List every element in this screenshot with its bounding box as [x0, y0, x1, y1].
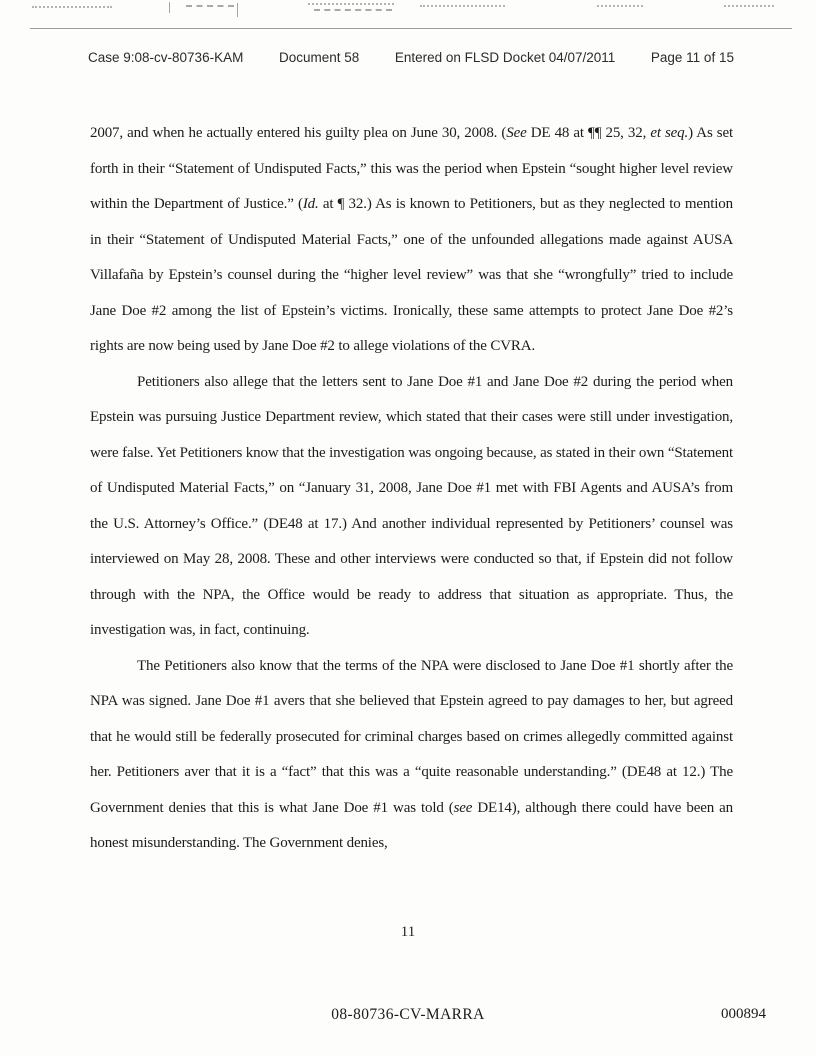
italic-text-run: Id. — [302, 196, 319, 212]
text-run: at ¶ 32.) As is known to Petitioners, but as they neglected to mention in their “Statement of Undisputed Material Facts,” one of the unfounded allegations made against AUSA Villafaña by Epstein’s counsel during the “higher level review” was that she “wrongfully” tried to include Jane Doe #2 among the list of Epstein’s victims. Ironically, these same attempts to protect Jane Doe #2’s rights are now being used by Jane Doe #2 to allege violations of the CVRA. — [90, 196, 733, 354]
italic-text-run: et seq. — [650, 125, 689, 141]
scan-artifact — [420, 5, 505, 7]
scan-edge-line — [30, 28, 792, 29]
text-run: 2007, and when he actually entered his guilty plea on June 30, 2008. ( — [90, 125, 507, 141]
paragraph — [90, 649, 733, 862]
scan-artifact — [237, 3, 238, 17]
text-run: DE14), although there could have been an honest misunderstanding. The Government denies, — [90, 799, 733, 851]
docket-entry-text: Entered on FLSD Docket 04/07/2011 — [394, 50, 616, 65]
case-number: Case 9:08-cv-80736-KAM — [88, 50, 244, 65]
scan-artifact — [32, 6, 112, 8]
page-indicator: Page 11 of 15 — [650, 50, 734, 65]
page-number: 11 — [400, 924, 416, 940]
document-body — [90, 116, 733, 862]
scan-artifact — [169, 2, 170, 13]
scan-artifact — [597, 5, 643, 7]
paragraph — [90, 116, 733, 365]
case-header — [88, 50, 734, 65]
paragraph — [90, 365, 733, 649]
bates-number: 000894 — [721, 1006, 766, 1022]
scan-artifact — [724, 5, 774, 7]
document-number: Document 58 — [278, 50, 360, 65]
text-run: ) As set forth in their “Statement of Undisputed Facts,” this was the period when Epstein “sought higher level review within the Department of Justice.” ( — [90, 125, 733, 212]
italic-text-run: See — [506, 125, 527, 141]
italic-text-run: see — [453, 799, 473, 816]
text-run: The Petitioners also know that the terms of the NPA were disclosed to Jane Doe #1 shortly after the NPA was signed. Jane Doe #1 avers that she believed that Epstein agreed to pay damages to her, but agreed that he would still be federally prosecuted for criminal charges based on crimes allegedly committed against her. Petitioners aver that it is a “fact” that this was a “quite reasonable understanding.” (DE48 at 12.) The Government denies that this is what Jane Doe #1 was told ( — [90, 657, 733, 816]
scan-artifact — [308, 3, 394, 5]
footer-case-number: 08-80736-CV-MARRA — [331, 1006, 485, 1023]
text-run: DE 48 at ¶¶ 25, 32, — [526, 125, 651, 141]
scan-artifact — [314, 9, 392, 11]
text-run: Petitioners also allege that the letters sent to Jane Doe #1 and Jane Doe #2 during the period when Epstein was pursuing Justice Department review, which stated that their cases were still under investigation, were false. Yet Petitioners know that the investigation was ongoing because, as stated in their own “Statement of Undisputed Material Facts,” on “January 31, 2008, Jane Doe #1 met with FBI Agents and AUSA’s from the U.S. Attorney’s Office.” (DE48 at 17.) And another individual represented by Petitioners’ counsel was interviewed on May 28, 2008. These and other interviews were conducted so that, if Epstein did not follow through with the NPA, the Office would be ready to address that situation as appropriate. Thus, the investigation was, in fact, continuing. — [90, 373, 733, 638]
scan-artifact — [186, 5, 234, 7]
